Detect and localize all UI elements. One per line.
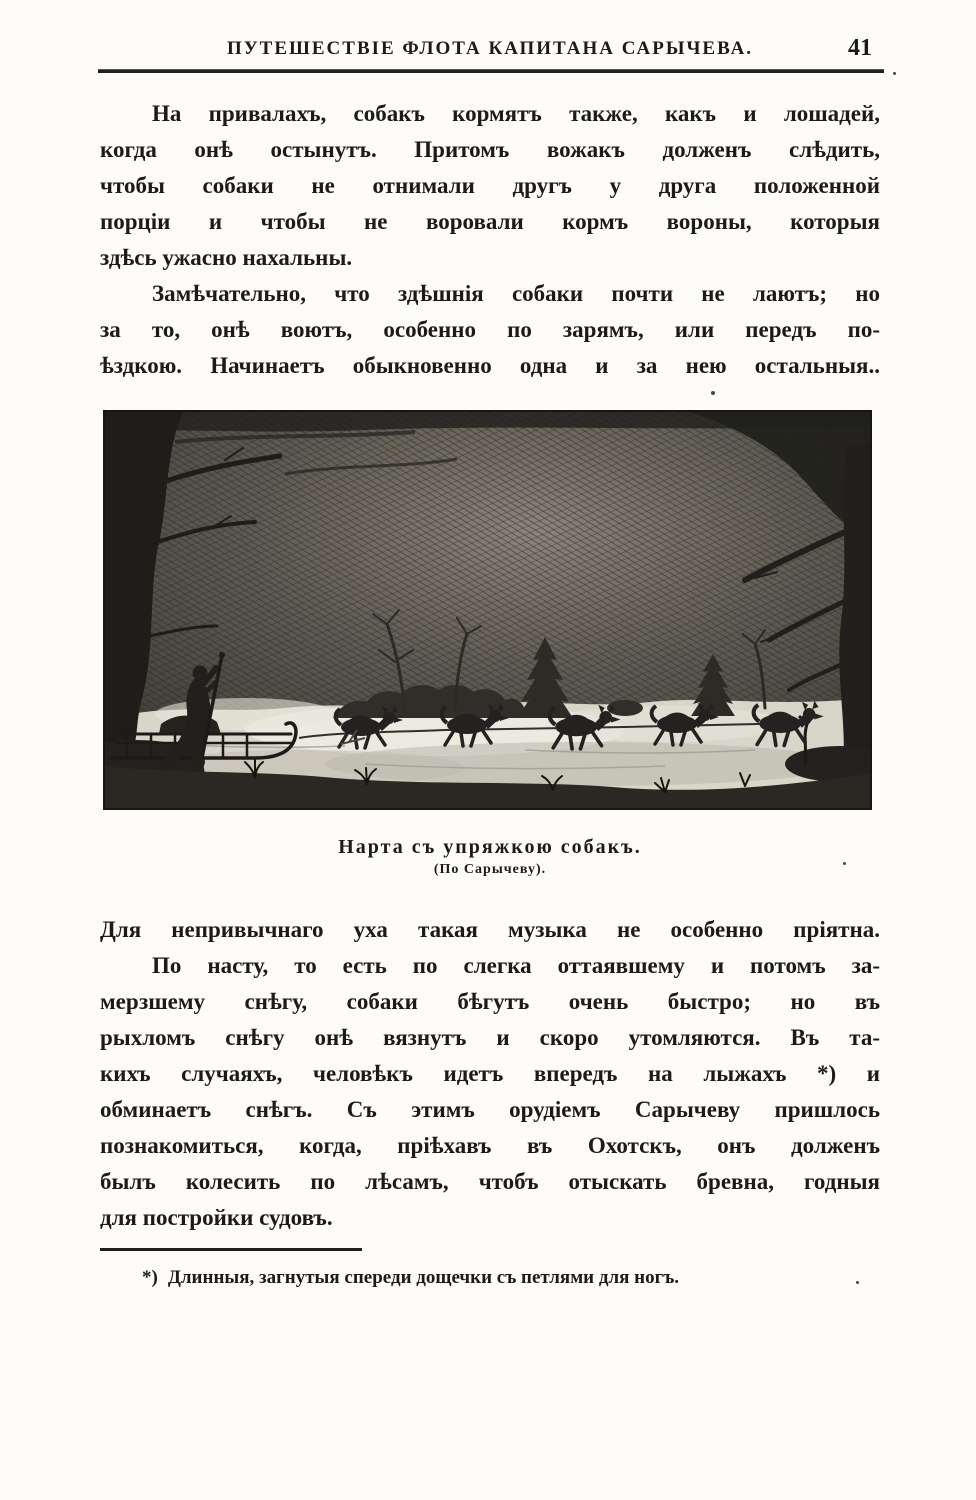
footnote-marker: *) (142, 1267, 158, 1288)
paragraph (100, 948, 880, 1236)
text-line: ѣздкою. Начинаетъ обыкновенно одна и за нею остальныя.. (100, 353, 880, 378)
text-line: кихъ случаяхъ, человѣкъ идетъ впередъ на лыжахъ *) и (100, 1061, 880, 1086)
figure-caption-source: (По Сарычеву). (433, 862, 547, 877)
scan-speckle (843, 862, 846, 865)
text-line: На привалахъ, собакъ кормятъ также, какъ и лошадей, (152, 101, 880, 126)
text-line: для постройки судовъ. (100, 1205, 333, 1230)
text-line: Замѣчательно, что здѣшнія собаки почти не лаютъ; но (152, 281, 880, 306)
text-line: Для непривычнаго уха такая музыка не особенно пріятна. (100, 917, 880, 942)
text-line: здѣсь ужасно нахальны. (100, 245, 353, 270)
scan-speckle (711, 391, 715, 395)
footnote (100, 1265, 880, 1291)
running-title: ПУТЕШЕСТВІЕ ФЛОТА КАПИТАНА САРЫЧЕВА. (226, 38, 754, 59)
scan-speckle (893, 72, 896, 75)
header-rule (98, 70, 884, 73)
text-line: порціи и чтобы не воровали кормъ вороны, которыя (100, 209, 880, 234)
engraving-image (105, 412, 870, 808)
text-line: за то, онѣ воютъ, особенно по зарямъ, или передъ по- (100, 317, 880, 342)
paragraph (100, 912, 880, 948)
text-line: По насту, то есть по слегка оттаявшему и потомъ за- (152, 953, 880, 978)
dog-sled-engraving (103, 410, 872, 810)
page-content (100, 96, 880, 1291)
text-line: обминаетъ снѣгъ. Съ этимъ орудіемъ Сарычеву пришлось (100, 1097, 880, 1122)
paragraph (100, 276, 880, 384)
text-line: когда онѣ остынутъ. Притомъ вожакъ долженъ слѣдить, (100, 137, 880, 162)
text-line: познакомиться, когда, пріѣхавъ въ Охотскъ, онъ долженъ (100, 1133, 880, 1158)
figure-caption: Нарта съ упряжкою собакъ. (338, 836, 642, 858)
scan-speckle (856, 1281, 859, 1284)
footnote-rule (100, 1248, 362, 1251)
text-line: чтобы собаки не отнимали другъ у друга положенной (100, 173, 880, 198)
paragraph (100, 96, 880, 276)
text-line: мерзшему снѣгу, собаки бѣгутъ очень быстро; но въ (100, 989, 880, 1014)
page-header (100, 34, 880, 68)
text-line: рыхломъ снѣгу онѣ вязнутъ и скоро утомляются. Въ та- (100, 1025, 880, 1050)
page-number: 41 (848, 35, 872, 61)
footnote-text: Длинныя, загнутыя спереди дощечки съ петлями для ногъ. (167, 1267, 680, 1288)
text-line: былъ колесить по лѣсамъ, чтобъ отыскать бревна, годныя (100, 1169, 880, 1194)
